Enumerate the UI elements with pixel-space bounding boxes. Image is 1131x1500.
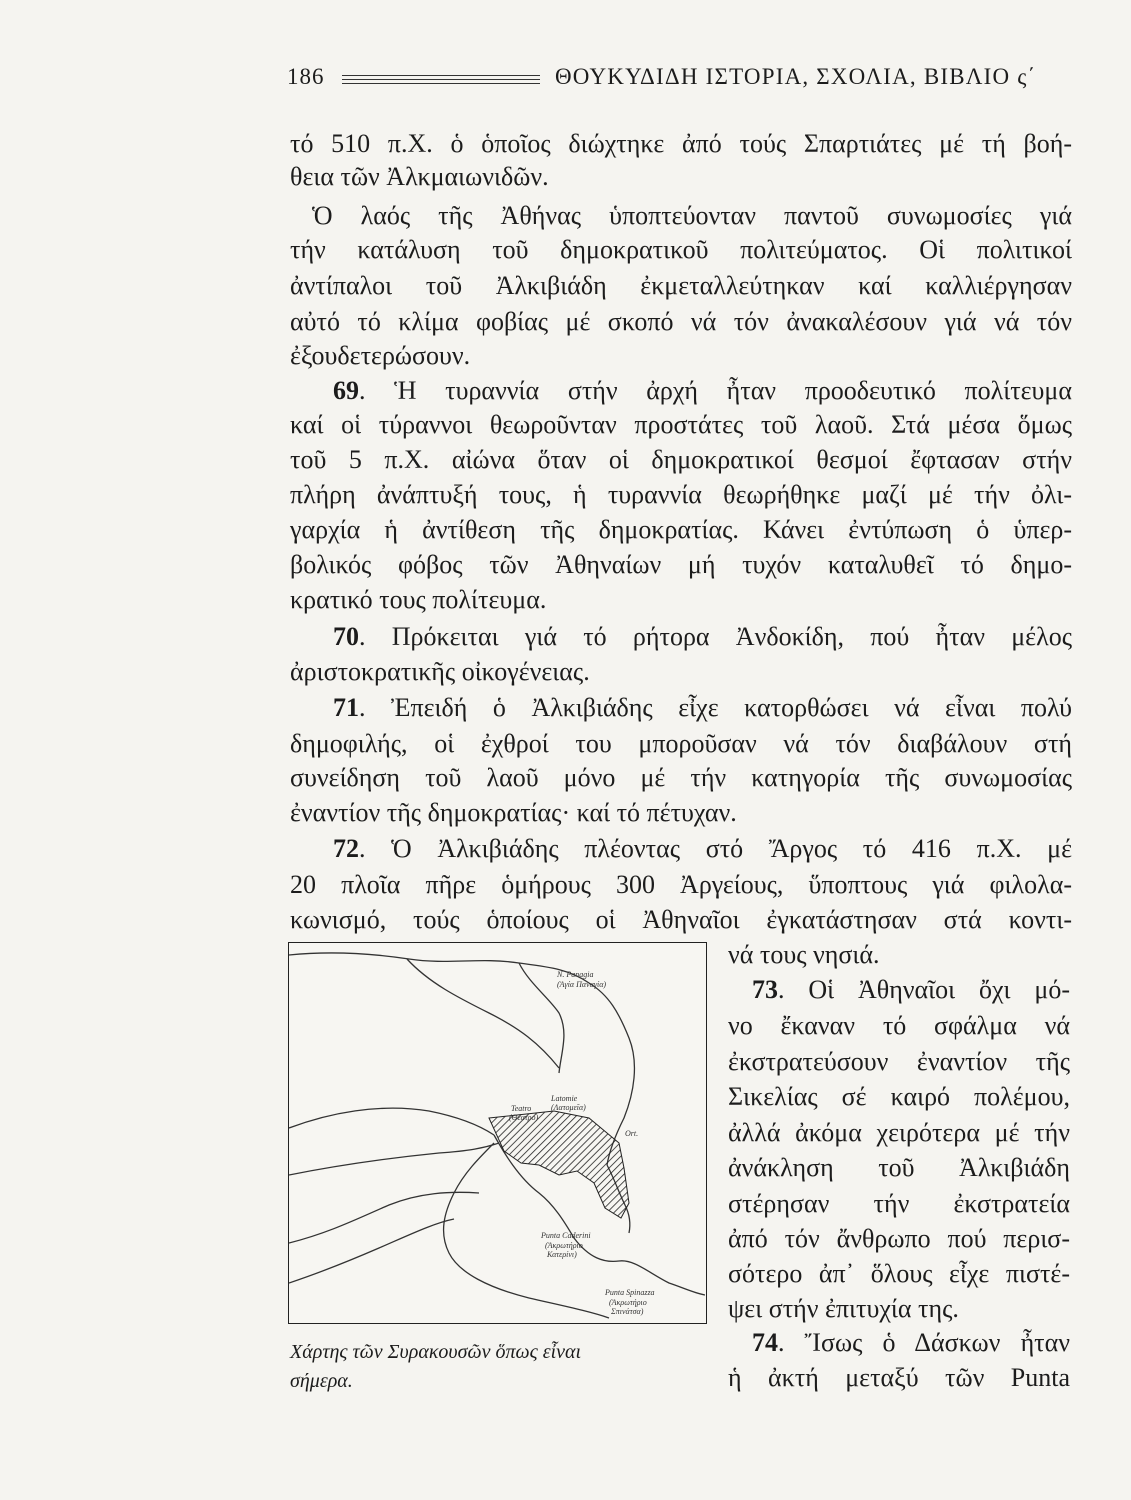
text-line: ἐναντίον τῆς δημοκρατίας· καί τό πέτυχαν. [290, 798, 737, 827]
map-label-caderini: Punta Caderini [541, 1231, 591, 1240]
map-road [289, 1219, 454, 1283]
map-label-ortigia: Ort. [625, 1129, 639, 1138]
note-73-first-line: 73. Οἱ Ἀθηναῖοι ὄχι μό- [752, 975, 1070, 1004]
text-line: νά τους νησιά. [728, 940, 880, 969]
page-number: 186 [287, 64, 325, 89]
map-label-caderini-gr2: Κατερίνι) [547, 1250, 577, 1259]
note-number: 72 [333, 834, 359, 863]
note-number: 74 [752, 1328, 778, 1357]
map-label-spinazza-gr2: Σπινάτσα) [611, 1307, 644, 1316]
text-line: 20 πλοῖα πῆρε ὁμήρους 300 Ἀργείους, ὕποπτους γιά φιλολα- [290, 870, 1072, 899]
text-line: συνείδηση τοῦ λαοῦ μόνο μέ τήν κατηγορία τῆς συνωμοσίας [290, 763, 1072, 792]
text-line: κρατικό τους πολίτευμα. [290, 585, 547, 614]
map-label-panagia: N. Panagia [557, 970, 594, 979]
map-road [289, 1108, 494, 1135]
map-road [407, 959, 559, 1068]
map-road [289, 1143, 499, 1175]
text-line: τοῦ 5 π.Χ. αἰώνα ὅταν οἱ δημοκρατικοί θεσμοί ἔφτασαν στήν [290, 445, 1072, 474]
note-number: 73 [752, 975, 778, 1004]
text-line: Ὁ λαός τῆς Ἀθήνας ὑποπτεύονταν παντοῦ συνωμοσίες γιά [312, 201, 1072, 230]
map-city-area [489, 1111, 629, 1218]
text-line: στέρησαν τήν ἐκστρατεία [728, 1189, 1070, 1218]
running-title: ΘΟΥΚΥΔΙΔΗ ΙΣΤΟΡΙΑ, ΣΧΟΛΙΑ, ΒΙΒΛΙΟ ς΄ [555, 64, 1037, 89]
text-line: ἀλλά ἀκόμα χειρότερα μέ τήν [728, 1118, 1070, 1147]
text-line: βολικός φόβος τῶν Ἀθηναίων μή τυχόν καταλυθεῖ τό δημο- [290, 550, 1072, 579]
text-line: ἐξουδετερώσουν. [290, 341, 471, 370]
text-line: πλήρη ἀνάπτυξή τους, ἡ τυραννία θεωρήθηκε μαζί μέ τήν ὀλι- [290, 480, 1072, 509]
text-line: ἡ ἀκτή μεταξύ τῶν Punta [728, 1363, 1070, 1392]
map-caption [290, 1338, 710, 1396]
caption-line: Χάρτης τῶν Συρακουσῶν ὅπως εἶναι [290, 1341, 582, 1363]
text-line: ἀριστοκρατικῆς οἰκογένειας. [290, 657, 590, 686]
text-line: κωνισμό, τούς ὁποίους οἱ Ἀθηναῖοι ἐγκατάστησαν στά κοντι- [290, 905, 1072, 934]
map-label-caderini-gr: (Ἀκρωτήριο [545, 1241, 583, 1250]
note-69-first-line: 69. Ἡ τυραννία στήν ἀρχή ἦταν προοδευτικό πολίτευμα [333, 376, 1072, 405]
caption-line: σήμερα. [290, 1370, 353, 1392]
map-drawing [289, 943, 705, 1322]
text-line: ἀντίπαλοι τοῦ Ἀλκιβιάδη ἐκμεταλλεύτηκαν καί καλλιέργησαν [290, 271, 1072, 300]
text-line: γαρχία ἡ ἀντίθεση τῆς δημοκρατίας. Κάνει ἐντύπωση ὁ ὑπερ- [290, 515, 1072, 544]
text-line: ἐκστρατεύσουν ἐναντίον τῆς [728, 1047, 1070, 1076]
map-label-teatro: Teatro [511, 1104, 532, 1113]
text-line: τήν κατάλυση τοῦ δημοκρατικοῦ πολιτεύματος. Οἱ πολιτικοί [290, 235, 1072, 264]
map-label-panagia-gr: (Ἁγία Παναγία) [557, 980, 607, 989]
header-rule [342, 75, 540, 87]
map-label-latomie: Latomie [551, 1094, 578, 1103]
text-line: ἀπό τόν ἄνθρωπο πού περισ- [728, 1224, 1070, 1253]
text-line: σότερο ἀπ᾽ ὅλους εἶχε πιστέ- [728, 1259, 1070, 1288]
map-label-spinazza: Punta Spinazza [605, 1288, 655, 1297]
note-number: 69 [333, 376, 359, 405]
note-74-first-line: 74. Ἴσως ὁ Δάσκων ἦταν [752, 1328, 1070, 1357]
note-70-first-line: 70. Πρόκειται γιά τό ρήτορα Ἀνδοκίδη, πού ἦταν μέλος [333, 622, 1072, 651]
text-line: αὐτό τό κλίμα φοβίας μέ σκοπό νά τόν ἀνακαλέσουν γιά νά τόν [290, 307, 1072, 336]
text-line: δημοφιλής, οἱ ἐχθροί του μποροῦσαν νά τόν διαβάλουν στή [290, 729, 1072, 758]
text-line: τό 510 π.Χ. ὁ ὁποῖος διώχτηκε ἀπό τούς Σπαρτιάτες μέ τή βοή- [290, 129, 1072, 158]
text-line: θεια τῶν Ἀλκμαιωνιδῶν. [290, 162, 549, 191]
syracuse-map [288, 942, 707, 1324]
note-number: 71 [333, 693, 359, 722]
map-label-spinazza-gr: (Ἀκρωτήριο [609, 1298, 647, 1307]
text-line: καί οἱ τύραννοι θεωροῦνταν προστάτες τοῦ λαοῦ. Στά μέσα ὅμως [290, 410, 1072, 439]
note-72-first-line: 72. Ὁ Ἀλκιβιάδης πλέοντας στό Ἄργος τό 416 π.Χ. μέ [333, 834, 1072, 863]
text-line: ἀνάκληση τοῦ Ἀλκιβιάδη [728, 1153, 1070, 1182]
text-line: νο ἔκαναν τό σφάλμα νά [728, 1011, 1070, 1040]
text-line: ψει στήν ἐπιτυχία της. [728, 1294, 959, 1323]
note-number: 70 [333, 622, 359, 651]
text-line: Σικελίας σέ καιρό πολέμου, [728, 1082, 1070, 1111]
running-header [287, 64, 1077, 108]
note-71-first-line: 71. Ἐπειδή ὁ Ἀλκιβιάδης εἶχε κατορθώσει νά εἶναι πολύ [333, 693, 1072, 722]
map-label-teatro-gr: (Θέατρο) [509, 1113, 539, 1122]
map-label-latomie-gr: (Λατομεῖα) [551, 1103, 586, 1112]
